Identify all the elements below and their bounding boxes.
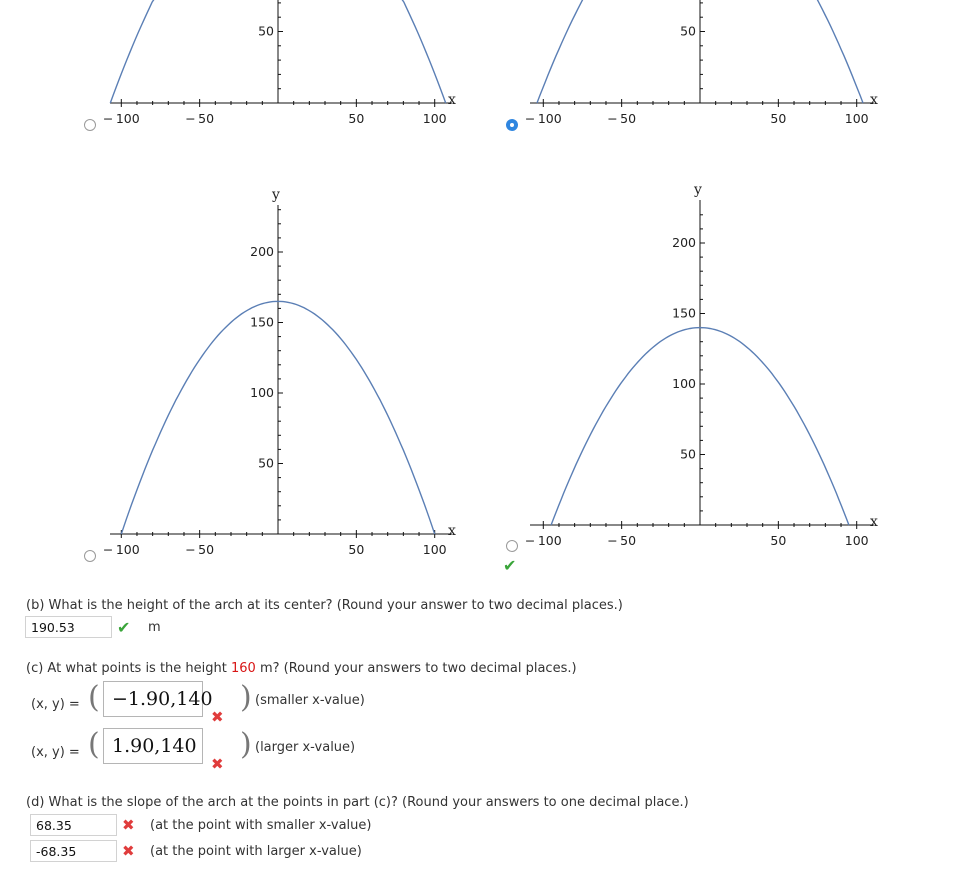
xy-label: (x, y) =: [31, 697, 80, 712]
x-tick-label: − 100: [102, 542, 140, 557]
close-paren: ): [240, 727, 252, 762]
y-tick-label: 50: [258, 455, 274, 471]
check-icon: ✔: [503, 556, 517, 575]
x-axis-label: x: [448, 92, 456, 108]
smaller-point-input[interactable]: −1.90,140: [103, 681, 203, 717]
x-axis-label: x: [870, 514, 878, 530]
x-tick-label: 50: [348, 542, 365, 557]
larger-point-input[interactable]: 1.90,140: [103, 728, 203, 764]
x-tick-label: 100: [422, 111, 447, 126]
x-tick-label: − 100: [102, 111, 140, 126]
part-b-question: (b) What is the height of the arch at its center? (Round your answer to two decimal places.): [26, 598, 623, 613]
graph-option-4-radio[interactable]: [506, 540, 518, 552]
slope-smaller-hint: (at the point with smaller x-value): [150, 818, 372, 833]
y-tick-label: 50: [258, 23, 274, 39]
larger-x-hint: (larger x-value): [255, 740, 356, 755]
smaller-x-hint: (smaller x-value): [255, 693, 365, 708]
y-tick-label: 200: [672, 235, 696, 250]
x-tick-label: − 50: [607, 533, 637, 548]
slope-smaller-input[interactable]: 68.35: [30, 814, 117, 836]
x-tick-label: − 50: [185, 542, 215, 557]
y-tick-label: 150: [250, 314, 274, 330]
x-tick-label: 50: [770, 533, 787, 548]
y-tick-label: 50: [680, 23, 696, 39]
cross-icon: ✖: [211, 708, 224, 726]
cross-icon: ✖: [122, 816, 135, 834]
xy-label: (x, y) =: [31, 745, 80, 760]
x-tick-label: 100: [844, 111, 869, 126]
slope-larger-input[interactable]: -68.35: [30, 840, 117, 862]
x-tick-label: − 50: [607, 111, 637, 126]
y-axis-label: y: [272, 187, 280, 203]
part-c-question: (c) At what points is the height 160 m? (Round your answers to two decimal places.): [26, 661, 577, 676]
y-tick-label: 150: [672, 305, 696, 321]
graph-option-2-radio[interactable]: [506, 119, 518, 131]
x-axis-label: x: [870, 92, 878, 108]
part-d-question: (d) What is the slope of the arch at the points in part (c)? (Round your answers to one decimal place.): [26, 795, 689, 810]
x-tick-label: − 100: [524, 111, 562, 126]
open-paren: (: [88, 727, 100, 762]
graph-option-1-radio[interactable]: [84, 119, 96, 131]
close-paren: ): [240, 680, 252, 715]
y-tick-label: 100: [672, 376, 696, 391]
x-tick-label: 50: [770, 111, 787, 126]
x-tick-label: 50: [348, 111, 365, 126]
x-tick-label: − 50: [185, 111, 215, 126]
graph-option-3-radio[interactable]: [84, 550, 96, 562]
slope-larger-hint: (at the point with larger x-value): [150, 844, 362, 859]
y-tick-label: 200: [250, 244, 274, 259]
y-tick-label: 50: [680, 446, 696, 462]
check-icon: ✔: [117, 618, 131, 637]
x-tick-label: − 100: [524, 533, 562, 548]
cross-icon: ✖: [211, 755, 224, 773]
part-b-answer-input[interactable]: 190.53: [25, 616, 112, 638]
y-axis-label: y: [694, 182, 702, 198]
height-value: 160: [231, 661, 256, 676]
open-paren: (: [88, 680, 100, 715]
x-axis-label: x: [448, 523, 456, 539]
cross-icon: ✖: [122, 842, 135, 860]
x-tick-label: 100: [844, 533, 869, 548]
x-tick-label: 100: [422, 542, 447, 557]
y-tick-label: 100: [250, 385, 274, 400]
part-b-unit: m: [148, 620, 161, 635]
